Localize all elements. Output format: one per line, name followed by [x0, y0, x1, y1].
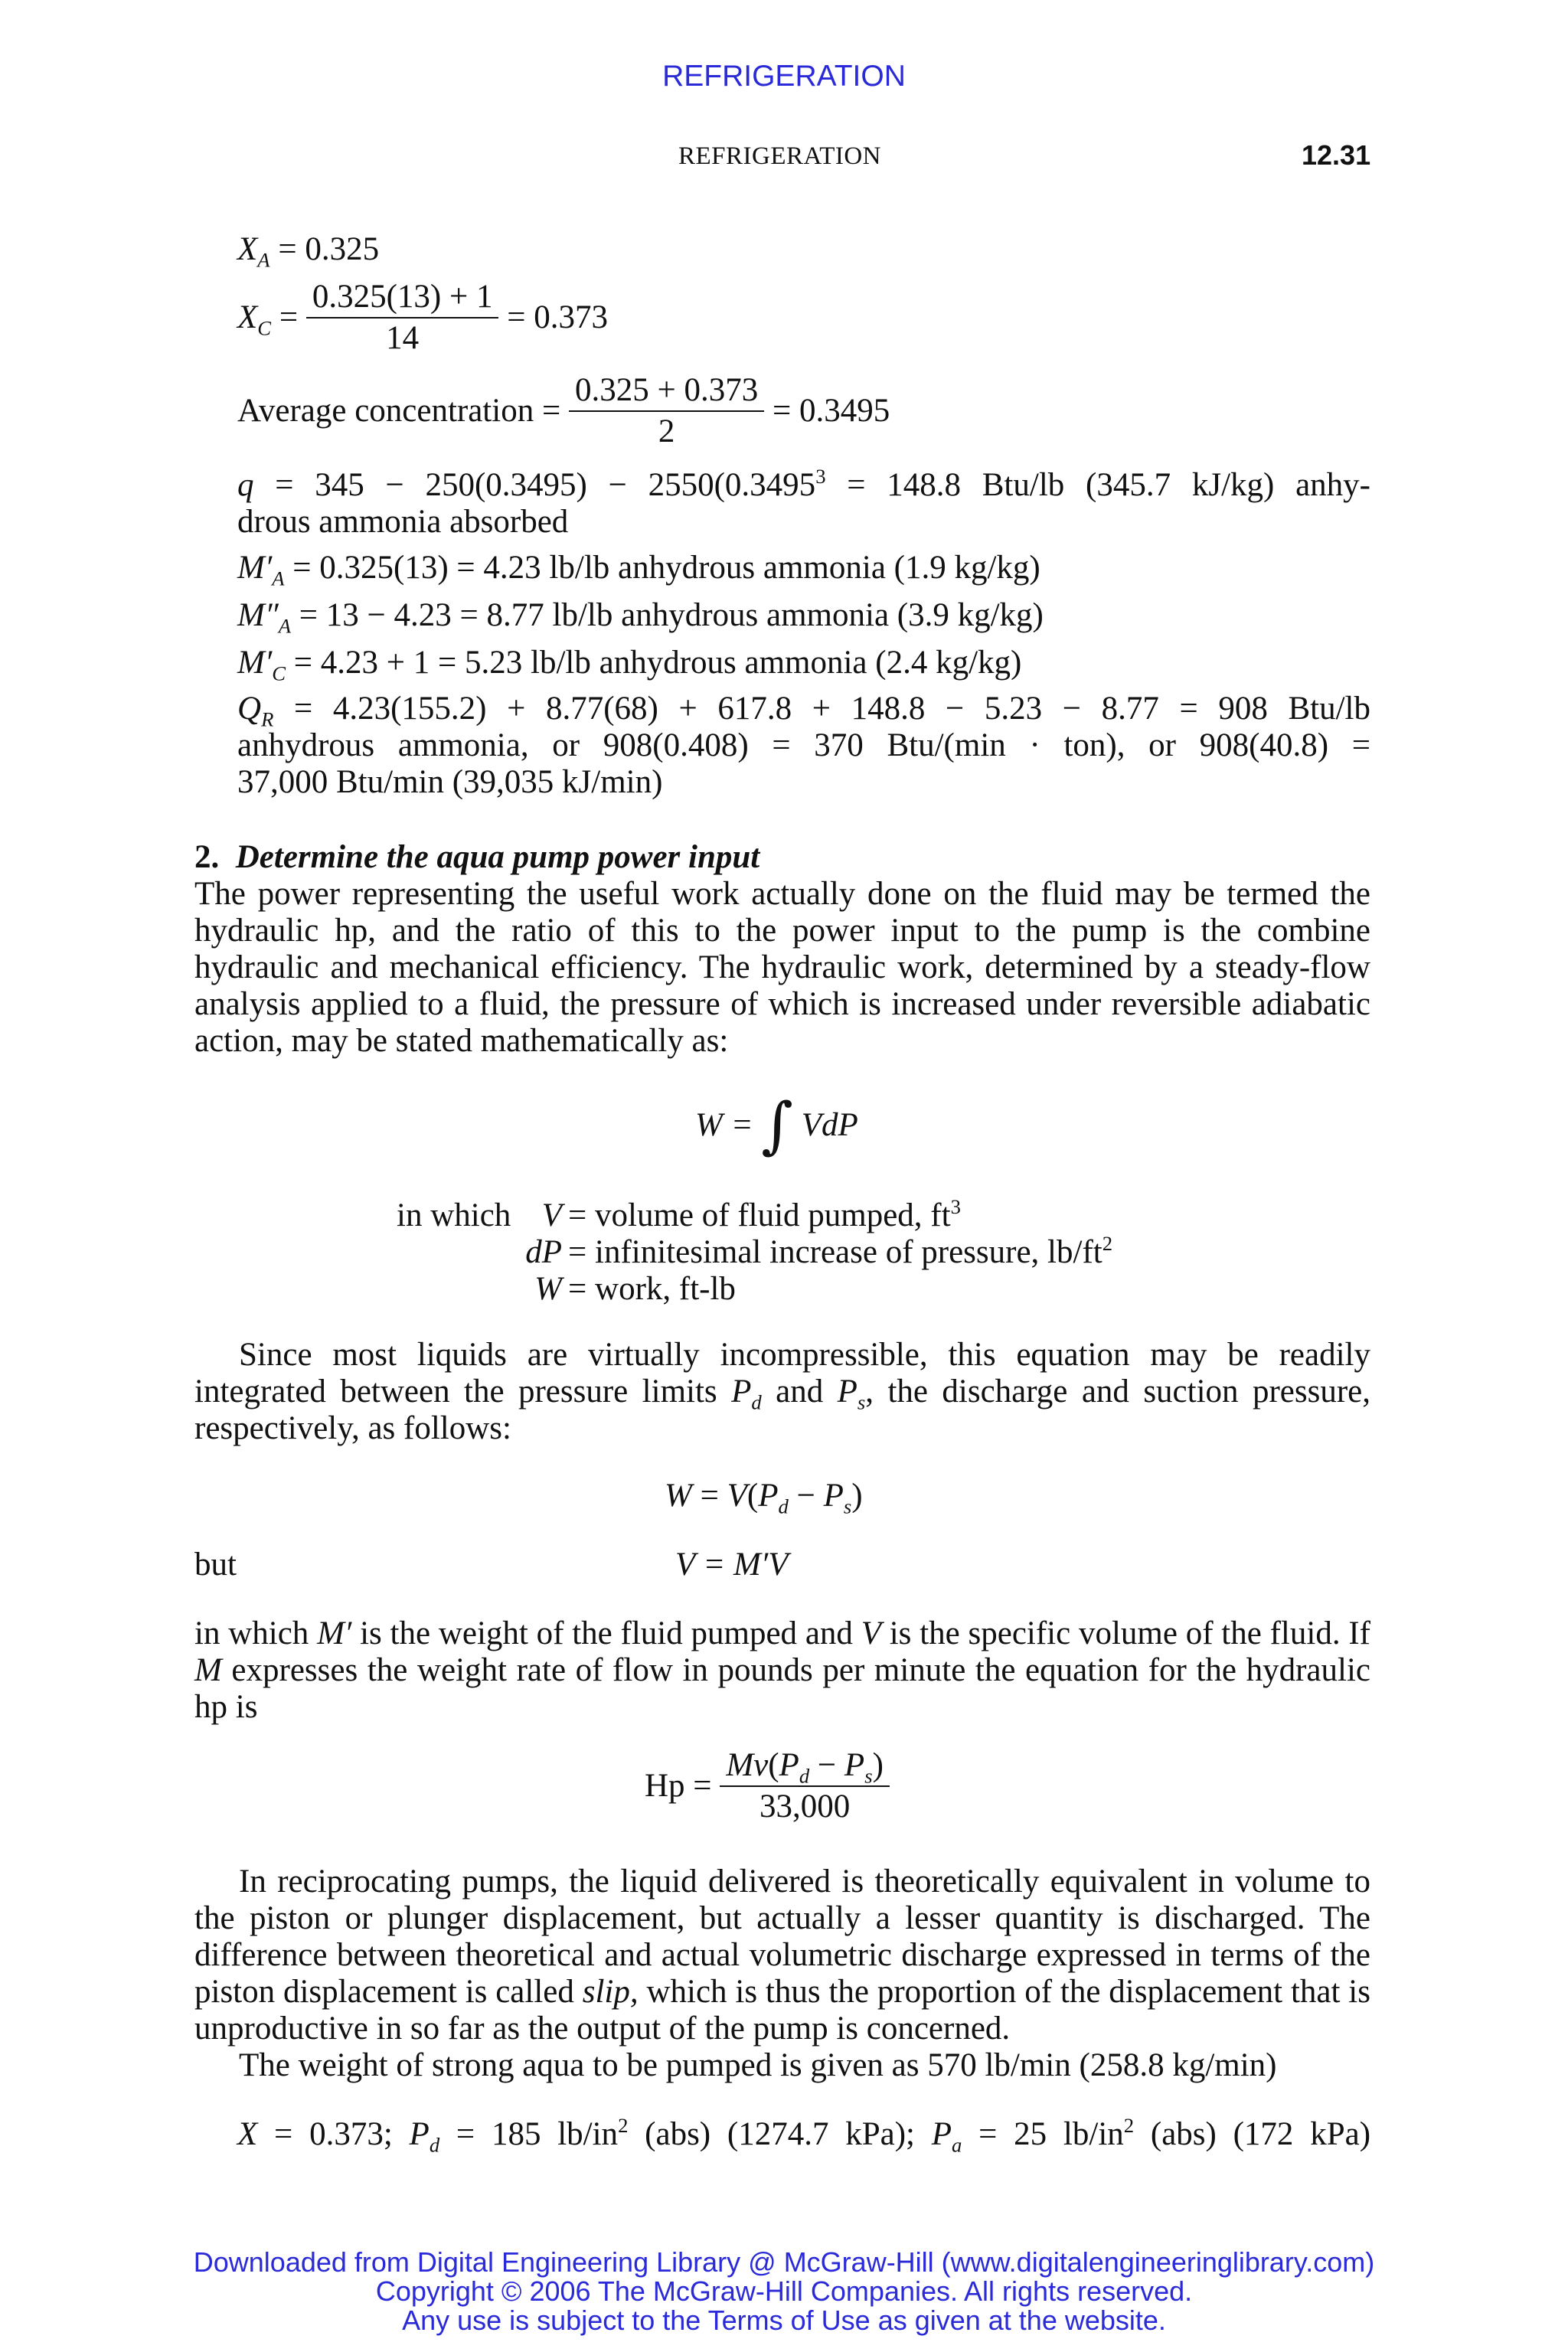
- fraction-hp: $\frac{Mv(P_d - P_s)}{33,000}$: [720, 1747, 890, 1825]
- eq-hydraulic-hp: Hp = $\frac{Mv(P_d - P_s)}{33,000}$: [645, 1747, 890, 1825]
- def-v: = volume of fluid pumped, $ft^3$: [568, 1195, 961, 1233]
- section-link[interactable]: REFRIGERATION: [662, 60, 906, 93]
- paragraph-incompressible: Since most liquids are virtually incompressible, this equation may be readily integrated between the pressure limits $P_d$ and $P_s$, the discharge and suction pressure, respectively, as follows:: [194, 1337, 1370, 1446]
- running-head: REFRIGERATION: [678, 142, 882, 170]
- footer-terms[interactable]: Any use is subject to the Terms of Use as given at the website.: [402, 2305, 1166, 2336]
- page-number: 12.31: [1302, 139, 1371, 171]
- step-heading: 2. Determine the aqua pump power input: [194, 839, 760, 875]
- def-dp: = infinitesimal increase of pressure, $lb/ft^2$: [568, 1232, 1113, 1270]
- eq-ma-prime: $M'_A = 0.325(13) = 4.23$ lb/lb anhydrous ammonia (1.9 kg/kg): [237, 550, 1040, 590]
- eq-xc: $X_C$ = $\frac{0.325(13) + 1}{14}$ = 0.373: [237, 279, 608, 356]
- but-label: but: [194, 1547, 237, 1583]
- eq-qr-line2: anhydrous ammonia, or 908(0.408) = 370 Btu/(min · ton), or 908(40.8) =: [237, 727, 1370, 763]
- eq-q-line2: drous ammonia absorbed: [237, 504, 569, 540]
- paragraph-slip: In reciprocating pumps, the liquid delivered is theoretically equivalent in volume to the piston or plunger displacement, but actually a lesser quantity is discharged. The difference between theoretical and actual volumetric discharge expressed in terms of the piston displacement is called slip, which is thus the proportion of the displacement that is unproductive in so far as the output of the pump is concerned.: [194, 1864, 1370, 2047]
- fraction-average: $\frac{0.325 + 0.373}{2}$: [569, 372, 764, 450]
- def-dp-symbol: dP: [525, 1234, 562, 1270]
- footer-copyright: Copyright © 2006 The McGraw-Hill Companies. All rights reserved.: [375, 2275, 1193, 2307]
- eq-mc-prime: $M'_C = 4.23 + 1 = 5.23$ lb/lb anhydrous ammonia (2.4 kg/kg): [237, 645, 1022, 685]
- paragraph-hydraulic-work: The power representing the useful work actually done on the fluid may be termed the hydraulic hp, and the ratio of this to the power input to the pump is the combine hydraulic and mechanical efficiency. The hydraulic work, determined by a steady-flow analysis applied to a fluid, the pressure of which is increased under reversible adiabatic action, may be stated mathematically as:: [194, 876, 1370, 1059]
- eq-xa: $X_A = 0.325$: [237, 231, 380, 272]
- footer-download-link[interactable]: Downloaded from Digital Engineering Library @ McGraw-Hill (www.digitalengineeringlibrary.com): [193, 2246, 1375, 2278]
- eq-qr-line3: 37,000 Btu/min (39,035 kJ/min): [237, 764, 663, 800]
- def-w-symbol: W: [534, 1271, 562, 1307]
- eq-work-integral: W = ∫ VdP: [695, 1089, 858, 1161]
- eq-q-line1: $q = 345 - 250(0.3495) - 2550(0.3495^3 = 148.8$ Btu/lb (345.7 kJ/kg) anhy-: [237, 465, 1370, 503]
- eq-ma-double-prime: $M''_A = 13 - 4.23 = 8.77$ lb/lb anhydrous ammonia (3.9 kg/kg): [237, 597, 1044, 638]
- eq-work-pressure: $W = V(P_d - P_s)$: [665, 1478, 863, 1518]
- where-intro: in which: [397, 1197, 511, 1233]
- eq-volume: V = M′V: [675, 1547, 789, 1583]
- eq-average-concentration: Average concentration = $\frac{0.325 + 0.373}{2}$ = 0.3495: [237, 372, 890, 449]
- def-w: = work, ft-lb: [568, 1271, 736, 1307]
- paragraph-strong-aqua: The weight of strong aqua to be pumped is given as 570 lb/min (258.8 kg/min): [239, 2047, 1277, 2083]
- def-v-symbol: V: [541, 1197, 562, 1233]
- eq-given-values: X = 0.373; $P_d = 185$ $lb/in^2$ (abs) (1274.7 kPa); $P_a = 25$ $lb/in^2$ (abs) (172 kPa): [237, 2114, 1371, 2157]
- fraction-xc: $\frac{0.325(13) + 1}{14}$: [306, 279, 499, 357]
- paragraph-weight-rate: in which M′ is the weight of the fluid pumped and V is the specific volume of the fluid. If M expresses the weight rate of flow in pounds per minute the equation for the hydraulic hp is: [194, 1615, 1370, 1725]
- eq-qr-line1: $Q_R = 4.23(155.2) + 8.77(68) + 617.8 + 148.8 - 5.23 - 8.77 = 908$ Btu/lb: [237, 691, 1370, 731]
